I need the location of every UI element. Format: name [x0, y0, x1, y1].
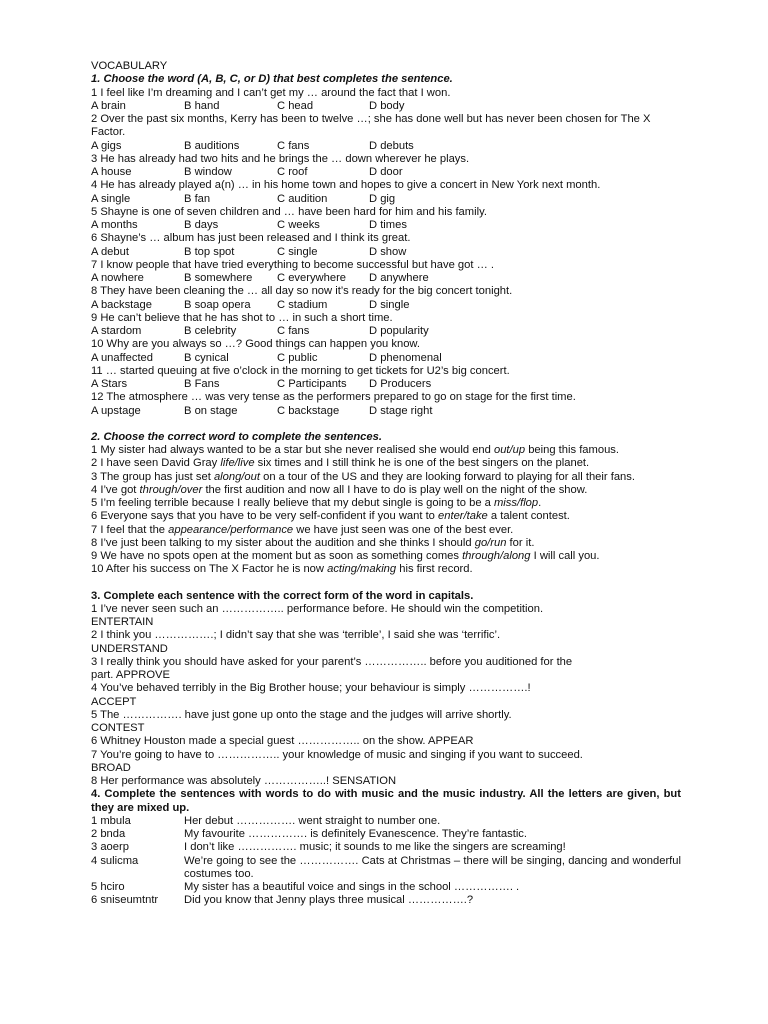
question-text: 8 They have been cleaning the … all day so now it’s ready for the big concert tonight.: [91, 285, 513, 298]
answer-option: B Fans: [184, 378, 220, 390]
answer-option: C everywhere: [277, 272, 347, 284]
section-4: [91, 788, 681, 907]
sentence-end: being this famous.: [525, 444, 619, 456]
sentence: [91, 471, 681, 484]
answer-option: B window: [184, 166, 232, 178]
sentence: [91, 550, 681, 563]
answer-option: A debut: [91, 245, 129, 258]
anagram-sentence: We’re going to see the ……………. Cats at Christmas – there will be singing, dancing and wonderful costumes too.: [184, 854, 681, 880]
answer-option: B hand: [184, 99, 220, 112]
section-1-items: [91, 87, 681, 418]
answer-option: D debuts: [369, 139, 414, 152]
sentence: [91, 484, 681, 497]
sentence-start: 4 I’ve got: [91, 483, 140, 496]
answer-option: C fans: [277, 139, 310, 152]
question-text: 4 He has already played a(n) … in his home town and hopes to give a concert in New York next month.: [91, 179, 601, 192]
exercise-line: 2 I think you …………….; I didn’t say that she was ‘terrible’, I said she was ‘terrific’.: [91, 629, 501, 642]
question-text: 1 I feel like I’m dreaming and I can’t get my … around the fact that I won.: [91, 86, 451, 99]
anagram-word: 6 sniseumtntr: [91, 894, 159, 907]
answer-option: A unaffected: [91, 351, 154, 364]
word-choice: life/live: [220, 457, 255, 470]
word-choice: acting/making: [327, 563, 397, 576]
question-text: 2 Over the past six months, Kerry has been to twelve …; she has done well but has never been chosen for The X Factor.: [91, 113, 651, 139]
answer-option: A nowhere: [91, 272, 144, 284]
sentence: [91, 497, 681, 510]
anagram-sentence: My favourite ……………. is definitely Evanescence. They’re fantastic.: [184, 828, 528, 840]
answer-option: C Participants: [277, 378, 347, 390]
sentence-end: .: [538, 497, 542, 509]
answer-option: D gig: [369, 192, 396, 205]
exercise-line: 6 Whitney Houston made a special guest …………….. on the show. APPEAR: [91, 735, 474, 748]
exercise-line: ACCEPT: [91, 695, 137, 708]
answer-options: [91, 378, 681, 391]
word-choice: through/over: [139, 483, 203, 496]
answer-options: [91, 140, 681, 153]
anagram-word: 1 mbula: [91, 814, 131, 827]
exercise-line: CONTEST: [91, 722, 145, 734]
answer-options: [91, 246, 681, 259]
answer-option: B top spot: [184, 245, 235, 258]
section-3-title: 3. Complete each sentence with the correct form of the word in capitals.: [91, 589, 474, 602]
sentence-end: I will call you.: [530, 550, 600, 562]
sentence-start: 5 I’m feeling terrible because I really believe that my debut single is going to be a: [91, 497, 494, 509]
exercise-line: 3 I really think you should have asked for your parent’s …………….. before you auditioned for the: [91, 655, 573, 668]
answer-option: D times: [369, 219, 407, 231]
answer-options: [91, 166, 681, 179]
anagram-sentence: Did you know that Jenny plays three musical …………….?: [184, 894, 474, 907]
word-choice: out/up: [493, 444, 526, 456]
sentence: [91, 563, 681, 576]
answer-option: A months: [91, 219, 138, 231]
sentence: [91, 537, 681, 550]
sentence-start: 6 Everyone says that you have to be very self-confident if you want to: [91, 510, 439, 523]
sentence-end: a talent contest.: [487, 510, 570, 523]
word-choice: along/out: [213, 470, 260, 483]
answer-option: D door: [369, 166, 403, 178]
answer-option: C audition: [277, 192, 328, 205]
sentence-end: the first audition and now all I have to do is play well on the night of the show.: [202, 483, 588, 496]
sentence-end: for it.: [506, 536, 535, 549]
exercise-line: ENTERTAIN: [91, 616, 154, 628]
anagram-word: 3 aoerp: [91, 841, 129, 854]
answer-option: A brain: [91, 99, 126, 112]
exercise-line: BROAD: [91, 761, 131, 774]
exercise-line: 8 Her performance was absolutely ……………..! SENSATION: [91, 775, 397, 787]
exercise-line: 4 You’ve behaved terribly in the Big Brother house; your behaviour is simply …………….!: [91, 682, 531, 695]
section-2-items: [91, 444, 681, 577]
answer-option: A stardom: [91, 325, 142, 337]
section-4-title: 4. Complete the sentences with words to do with music and the music industry. All the letters are given, but they are mixed up.: [91, 788, 681, 814]
word-choice: through/along: [462, 550, 531, 562]
section-2-title: 2. Choose the correct word to complete the sentences.: [91, 430, 382, 443]
question-text: 12 The atmosphere … was very tense as the performers prepared to go on stage for the first time.: [91, 391, 576, 404]
worksheet: [91, 60, 681, 908]
answer-option: D Producers: [369, 378, 432, 390]
answer-option: C backstage: [277, 404, 340, 417]
answer-option: C single: [277, 245, 318, 258]
anagram-word: 5 hciro: [91, 881, 125, 893]
answer-option: D popularity: [369, 325, 429, 337]
answer-option: A Stars: [91, 378, 128, 390]
answer-option: C public: [277, 351, 318, 364]
answer-options: [91, 272, 681, 285]
sentence-end: six times and I still think he is one of the best singers on the planet.: [254, 457, 590, 470]
answer-option: C weeks: [277, 219, 320, 231]
anagram-item: [91, 828, 681, 841]
answer-option: B auditions: [184, 139, 240, 152]
word-choice: miss/flop: [493, 497, 539, 509]
exercise-line: 5 The ……………. have just gone up onto the stage and the judges will arrive shortly.: [91, 708, 512, 721]
page-heading: VOCABULARY: [91, 60, 168, 72]
section-3-lines: [91, 603, 681, 789]
question-text: 11 … started queuing at five o’clock in the morning to get tickets for U2’s big concert.: [91, 364, 510, 377]
answer-option: C stadium: [277, 298, 328, 311]
answer-options: [91, 325, 681, 338]
exercise-line: 1 I’ve never seen such an …………….. performance before. He should win the competition.: [91, 602, 544, 615]
sentence-start: 7 I feel that the: [91, 523, 169, 536]
answer-option: B celebrity: [184, 325, 237, 337]
answer-option: B fan: [184, 192, 211, 205]
sentence-start: 2 I have seen David Gray: [91, 457, 221, 470]
sentence-start: 3 The group has just set: [91, 470, 214, 483]
sentence-end: we have just seen was one of the best ever.: [293, 523, 514, 536]
exercise-line: 7 You’re going to have to …………….. your knowledge of music and singing if you want to succeed.: [91, 748, 583, 761]
answer-option: D show: [369, 245, 407, 258]
question-text: 10 Why are you always so …? Good things can happen you know.: [91, 338, 420, 351]
answer-options: [91, 193, 681, 206]
answer-option: A house: [91, 166, 132, 178]
anagram-sentence: Her debut ……………. went straight to number one.: [184, 814, 441, 827]
question-text: 7 I know people that have tried everything to become successful but have got … .: [91, 258, 494, 271]
section-3: [91, 590, 681, 789]
word-choice: go/run: [474, 536, 507, 549]
section-2: [91, 431, 681, 577]
answer-option: B soap opera: [184, 298, 251, 311]
answer-option: D stage right: [369, 404, 433, 417]
section-4-items: [91, 815, 681, 908]
anagram-item: [91, 815, 681, 828]
answer-option: C head: [277, 99, 314, 112]
word-choice: enter/take: [438, 510, 488, 523]
anagram-sentence: I don’t like ……………. music; it sounds to me like the singers are screaming!: [184, 841, 566, 854]
exercise-line: UNDERSTAND: [91, 642, 168, 655]
answer-option: B days: [184, 219, 219, 231]
anagram-word: 4 sulicma: [91, 854, 139, 867]
section-1: [91, 73, 681, 418]
sentence-end: on a tour of the US and they are looking forward to playing for all their fans.: [259, 470, 635, 483]
answer-options: [91, 100, 681, 113]
answer-options: [91, 405, 681, 418]
sentence: [91, 524, 681, 537]
sentence-start: 9 We have no spots open at the moment but as soon as something comes: [91, 550, 463, 562]
exercise-line: part. APPROVE: [91, 669, 170, 681]
answer-option: B on stage: [184, 404, 238, 417]
sentence-start: 1 My sister had always wanted to be a star but she never realised she would end: [91, 444, 494, 456]
section-1-title: 1. Choose the word (A, B, C, or D) that best completes the sentence.: [91, 73, 453, 86]
sentence-start: 10 After his success on The X Factor he is now: [91, 563, 328, 576]
sentence-end: his first record.: [396, 563, 473, 576]
answer-option: C roof: [277, 166, 308, 178]
answer-options: [91, 219, 681, 232]
answer-option: D single: [369, 298, 410, 311]
word-choice: appearance/performance: [168, 523, 294, 536]
answer-option: A single: [91, 192, 131, 205]
anagram-item: [91, 841, 681, 854]
answer-option: D anywhere: [369, 272, 429, 284]
anagram-item: [91, 881, 681, 894]
anagram-item: [91, 855, 681, 882]
answer-option: A gigs: [91, 139, 122, 152]
answer-option: D body: [369, 99, 405, 112]
answer-options: [91, 352, 681, 365]
sentence-start: 8 I’ve just been talking to my sister about the audition and she thinks I should: [91, 536, 475, 549]
answer-option: B somewhere: [184, 272, 253, 284]
sentence: [91, 444, 681, 457]
question-text: 3 He has already had two hits and he brings the … down wherever he plays.: [91, 152, 470, 165]
answer-option: A upstage: [91, 404, 141, 417]
answer-option: B cynical: [184, 351, 229, 364]
answer-option: A backstage: [91, 298, 152, 311]
sentence: [91, 510, 681, 523]
sentence: [91, 457, 681, 470]
answer-option: D phenomenal: [369, 351, 442, 364]
question-text: 6 Shayne’s … album has just been released and I think its great.: [91, 232, 411, 245]
anagram-sentence: My sister has a beautiful voice and sings in the school ……………. .: [184, 881, 520, 893]
question-text: 5 Shayne is one of seven children and … have been hard for him and his family.: [91, 205, 487, 218]
anagram-word: 2 bnda: [91, 828, 126, 840]
answer-options: [91, 299, 681, 312]
anagram-item: [91, 894, 681, 907]
question-text: 9 He can’t believe that he has shot to … in such a short time.: [91, 311, 393, 324]
answer-option: C fans: [277, 325, 310, 337]
